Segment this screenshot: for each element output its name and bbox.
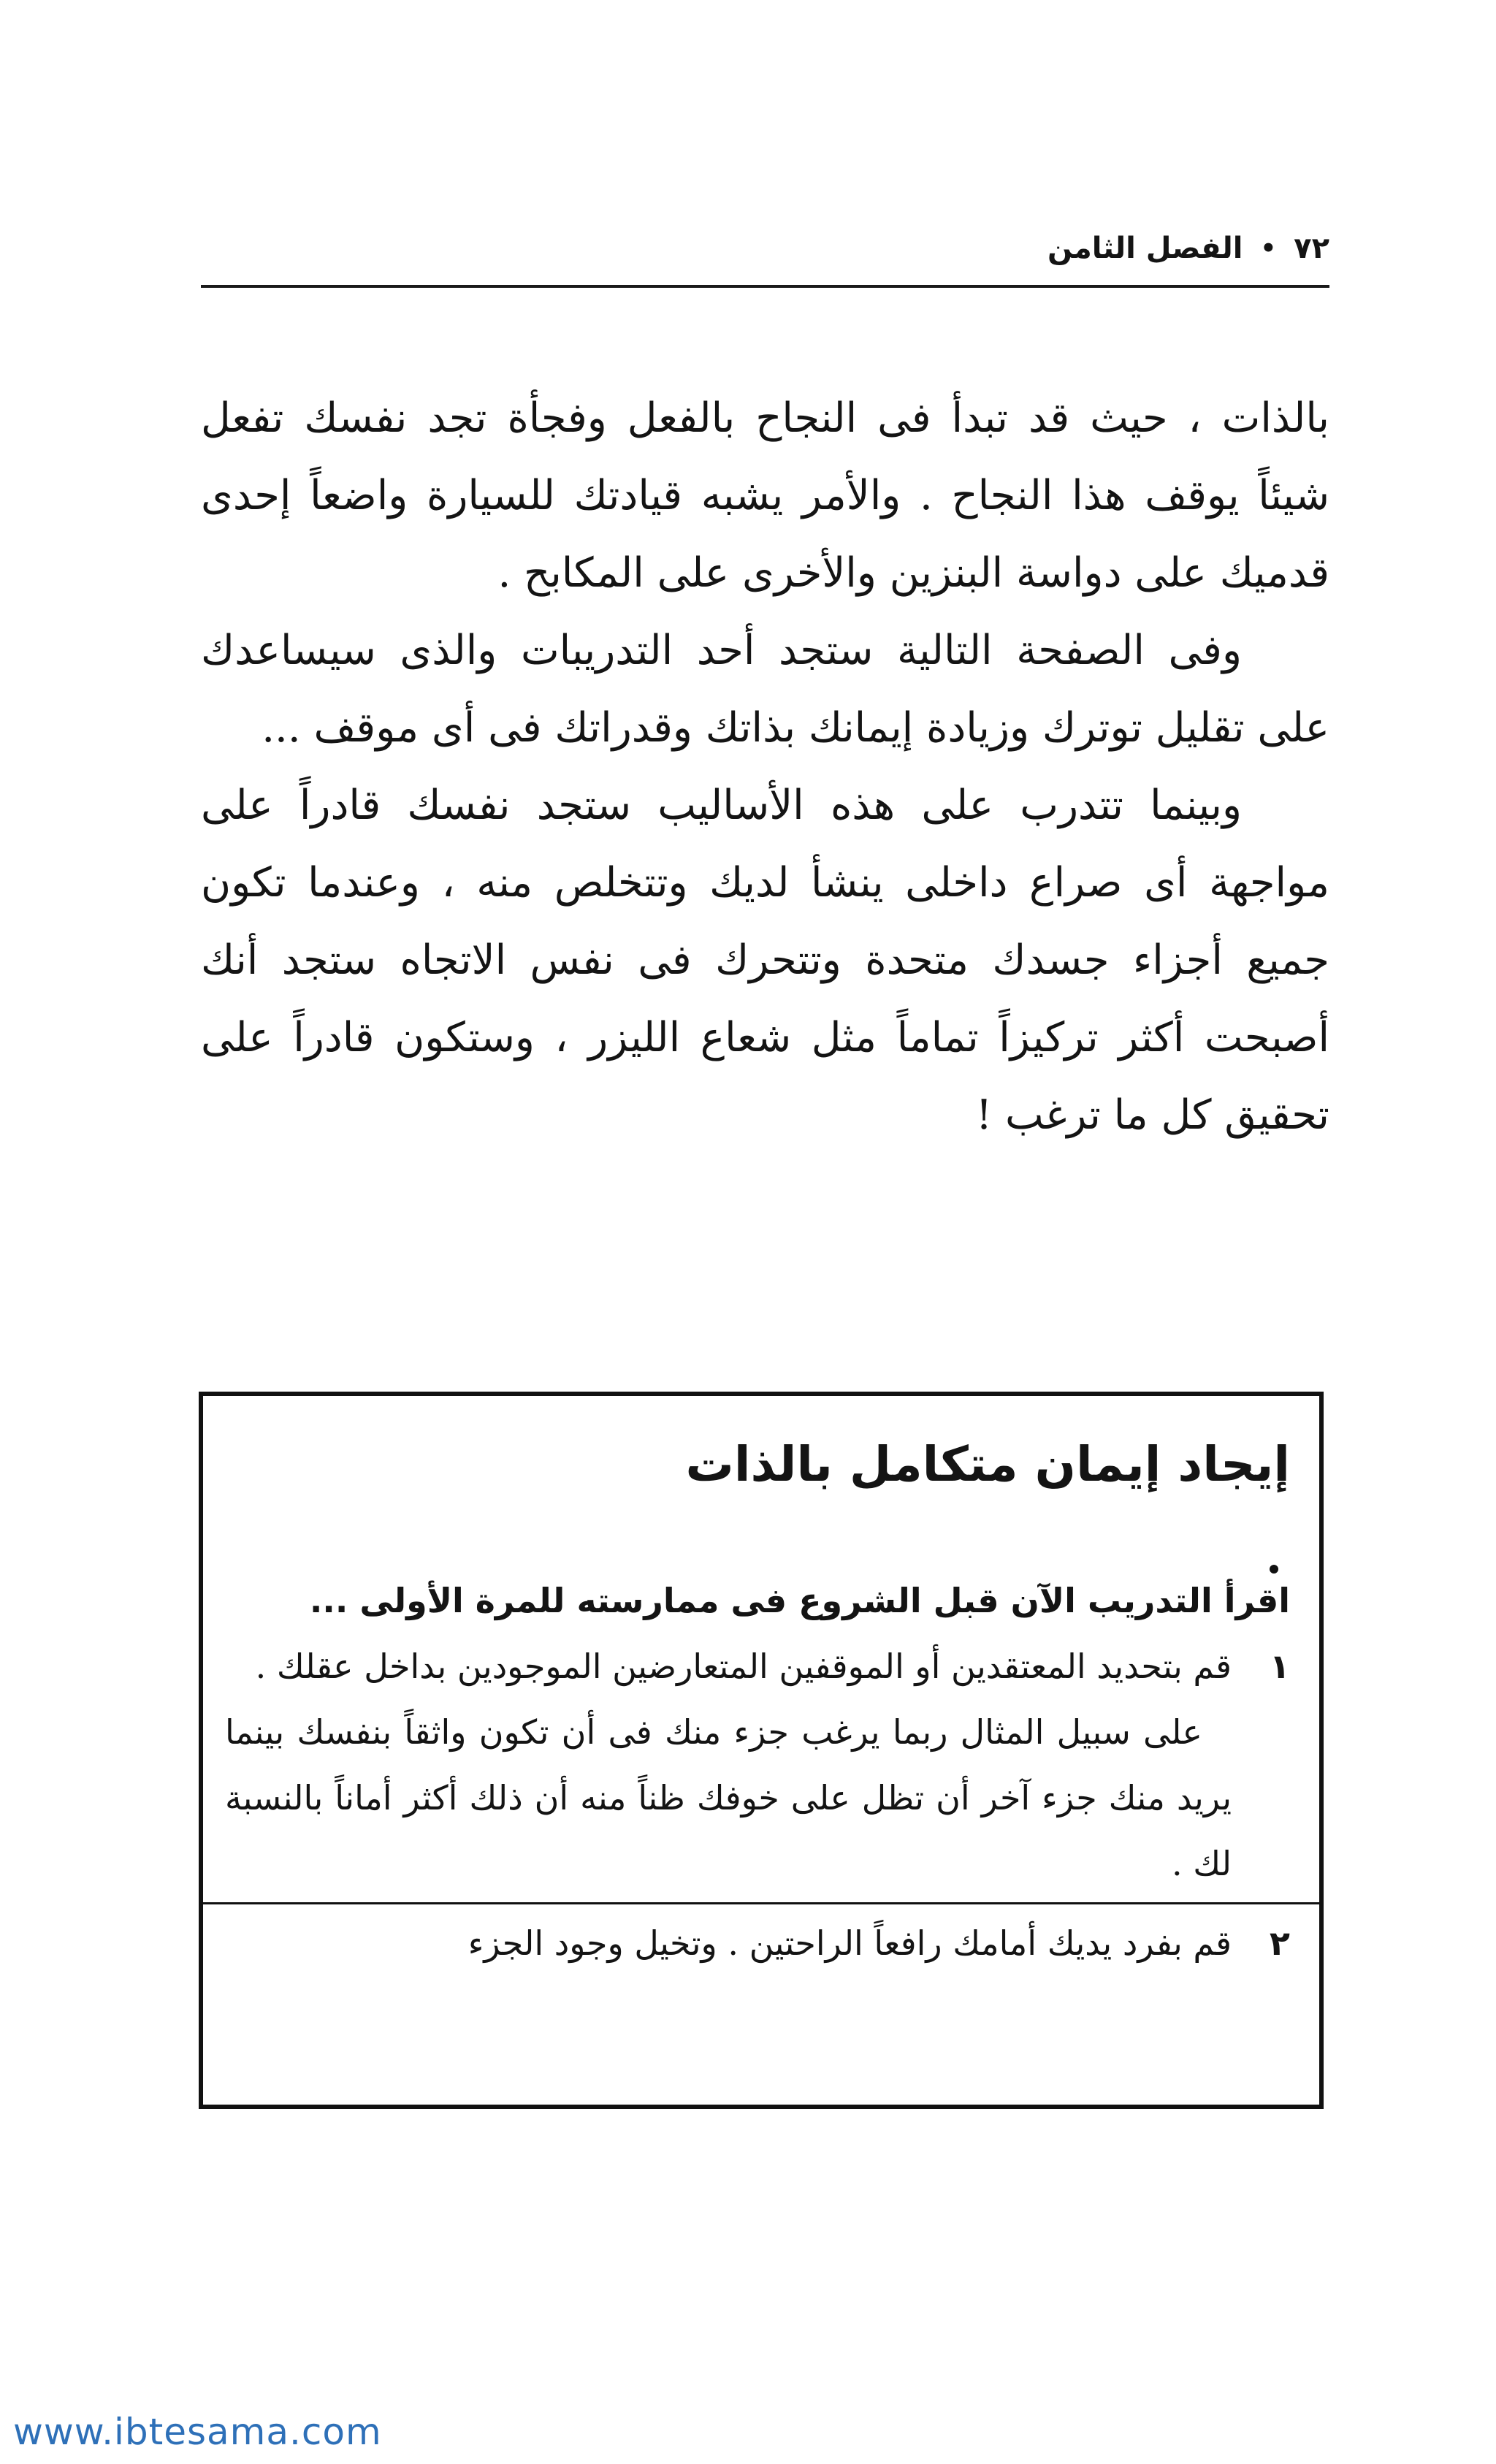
step-text: قم بفرد يديك أمامك رافعاً الراحتين . وتخيل وجود الجزء [468,1923,1232,1963]
step-text: قم بتحديد المعتقدين أو الموقفين المتعارضين الموجودين بداخل عقلك . [255,1647,1232,1686]
exercise-body [225,1568,1290,1976]
exercise-step-1 [225,1633,1290,1699]
header-rule [201,285,1329,288]
body-text [201,380,1329,1154]
step-example: على سبيل المثال ربما يرغب جزء منك فى أن تكون واثقاً بنفسك بينما يريد منك جزء آخر أن تظل على خوفك ظناً منه أن ذلك أكثر أماناً بالنسبة لك . [225,1712,1232,1883]
exercise-step-2 [225,1910,1290,1976]
watermark: www.ibtesama.com [13,2411,382,2453]
exercise-intro: اقرأ التدريب الآن قبل الشروع فى ممارسته للمرة الأولى ... [309,1581,1290,1620]
paragraph-3: وبينما تتدرب على هذه الأساليب ستجد نفسك قادراً على مواجهة أى صراع داخلى ينشأ لديك وتتخلص منه ، وعندما تكون جميع أجزاء جسدك متحدة وتتحرك فى نفس الاتجاه ستجد أنك أصبحت أكثر تركيزاً تماماً مثل شعاع الليزر ، وستكون قادراً على تحقيق كل ما ترغب ! [201,782,1330,1139]
paragraph-1: بالذات ، حيث قد تبدأ فى النجاح بالفعل وفجأة تجد نفسك تفعل شيئاً يوقف هذا النجاح . والأمر يشبه قيادتك للسيارة واضعاً إحدى قدميك على دواسة البنزين والأخرى على المكابح . [201,394,1329,597]
exercise-box [199,1392,1324,2109]
paragraph-2: وفى الصفحة التالية ستجد أحد التدريبات والذى سيساعدك على تقليل توترك وزيادة إيمانك بذاتك وقدراتك فى أى موقف ... [201,627,1329,752]
page-number: ٧٢ [1294,232,1329,265]
step-divider [203,1902,1319,1904]
running-header [201,219,1329,278]
step-number: ٢ [1269,1923,1290,1963]
header-bullet: • [1260,234,1277,263]
step-number: ١ [1269,1647,1290,1686]
exercise-title: إيجاد إيمان متكامل بالذات [685,1436,1290,1492]
chapter-title: الفصل الثامن [1047,232,1243,265]
